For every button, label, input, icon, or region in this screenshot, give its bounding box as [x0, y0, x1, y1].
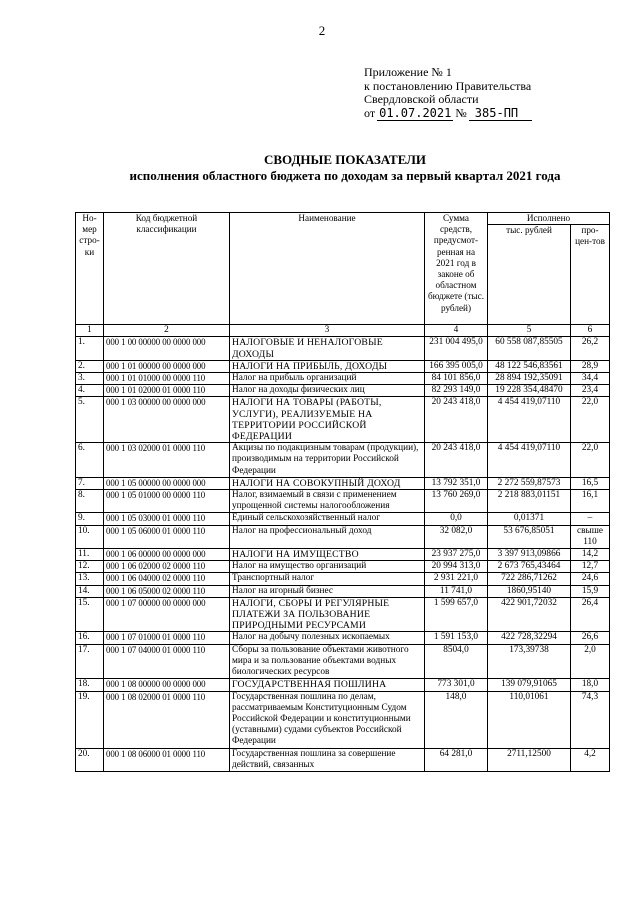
table-row: [76, 360, 610, 372]
header-code: Код бюджетной классификации: [104, 213, 230, 325]
row-number: 12.: [76, 561, 104, 573]
executed-rub: 2 673 765,43464: [488, 561, 571, 573]
table-row: [76, 443, 610, 478]
revenue-name: Налог на игорный бизнес: [230, 585, 425, 597]
executed-percent: 16,1: [571, 490, 610, 513]
executed-rub: 2 272 559,87573: [488, 477, 571, 489]
page-number: 2: [318, 23, 326, 38]
decree-line: [364, 107, 604, 122]
planned-sum: 2 931 221,0: [425, 573, 488, 585]
budget-code: 000 1 08 00000 00 0000 000: [104, 679, 230, 691]
column-number-row: [76, 325, 610, 337]
table-row: [76, 561, 610, 573]
table-row: [76, 397, 610, 443]
executed-rub: 53 676,85051: [488, 525, 571, 548]
executed-rub: 110,01061: [488, 691, 571, 748]
planned-sum: 773 301,0: [425, 679, 488, 691]
row-number: 16.: [76, 632, 104, 644]
table-row: [76, 679, 610, 691]
revenue-name: Государственная пошлина по делам, рассматриваемым Конституционным Судом Российской Федерации и конституционными (уставными) судами субъектов Российской Федерации: [230, 691, 425, 748]
planned-sum: 1 591 153,0: [425, 632, 488, 644]
planned-sum: 166 395 005,0: [425, 360, 488, 372]
executed-percent: свыше 110: [571, 525, 610, 548]
table-row: [76, 513, 610, 525]
executed-percent: 2,0: [571, 644, 610, 679]
column-number: 3: [230, 325, 425, 337]
header-pct: про-цен-тов: [571, 225, 610, 325]
planned-sum: 20 243 418,0: [425, 443, 488, 478]
table-row: [76, 549, 610, 561]
budget-code: 000 1 03 02000 01 0000 110: [104, 443, 230, 478]
header-num: Но-мер стро-ки: [76, 213, 104, 325]
executed-rub: 4 454 419,07110: [488, 397, 571, 443]
row-number: 18.: [76, 679, 104, 691]
planned-sum: 231 004 495,0: [425, 337, 488, 360]
budget-code: 000 1 08 02000 01 0000 110: [104, 691, 230, 748]
revenue-name: НАЛОГИ НА ТОВАРЫ (РАБОТЫ, УСЛУГИ), РЕАЛИЗУЕМЫЕ НА ТЕРРИТОРИИ РОССИЙСКОЙ ФЕДЕРАЦИИ: [230, 397, 425, 443]
executed-percent: 18,0: [571, 679, 610, 691]
executed-rub: 1860,95140: [488, 585, 571, 597]
row-number: 13.: [76, 573, 104, 585]
column-number: 1: [76, 325, 104, 337]
budget-code: 000 1 01 00000 00 0000 000: [104, 360, 230, 372]
executed-percent: 26,4: [571, 597, 610, 632]
budget-code: 000 1 06 04000 02 0000 110: [104, 573, 230, 585]
revenue-name: НАЛОГОВЫЕ И НЕНАЛОГОВЫЕ ДОХОДЫ: [230, 337, 425, 360]
executed-percent: 23,4: [571, 385, 610, 397]
header-rub: тыс. рублей: [488, 225, 571, 325]
budget-code: 000 1 01 02000 01 0000 110: [104, 385, 230, 397]
budget-code: 000 1 05 01000 00 0000 110: [104, 490, 230, 513]
executed-percent: 22,0: [571, 443, 610, 478]
column-number: 2: [104, 325, 230, 337]
revenue-name: НАЛОГИ, СБОРЫ И РЕГУЛЯРНЫЕ ПЛАТЕЖИ ЗА ПОЛЬЗОВАНИЕ ПРИРОДНЫМИ РЕСУРСАМИ: [230, 597, 425, 632]
revenue-name: Налог на прибыль организаций: [230, 373, 425, 385]
table-row: [76, 477, 610, 489]
executed-percent: 12,7: [571, 561, 610, 573]
executed-percent: –: [571, 513, 610, 525]
table-row: [76, 644, 610, 679]
revenue-name: НАЛОГИ НА СОВОКУПНЫЙ ДОХОД: [230, 477, 425, 489]
row-number: 17.: [76, 644, 104, 679]
row-number: 10.: [76, 525, 104, 548]
executed-rub: 28 894 192,35091: [488, 373, 571, 385]
planned-sum: 13 760 269,0: [425, 490, 488, 513]
revenue-name: Налог, взимаемый в связи с применением упрощенной системы налогообложения: [230, 490, 425, 513]
executed-percent: 16,5: [571, 477, 610, 489]
budget-code: 000 1 03 00000 00 0000 000: [104, 397, 230, 443]
row-number: 15.: [76, 597, 104, 632]
row-number: 9.: [76, 513, 104, 525]
table-row: [76, 691, 610, 748]
revenue-name: Налог на доходы физических лиц: [230, 385, 425, 397]
budget-code: 000 1 00 00000 00 0000 000: [104, 337, 230, 360]
revenue-name: НАЛОГИ НА ПРИБЫЛЬ, ДОХОДЫ: [230, 360, 425, 372]
title-line-1: СВОДНЫЕ ПОКАЗАТЕЛИ: [263, 152, 427, 167]
planned-sum: 1 599 657,0: [425, 597, 488, 632]
table-body: [76, 337, 610, 772]
appendix-block: [364, 66, 604, 121]
row-number: 2.: [76, 360, 104, 372]
revenue-name: Единый сельскохозяйственный налог: [230, 513, 425, 525]
revenue-name: Налог на профессиональный доход: [230, 525, 425, 548]
executed-rub: 19 228 354,48470: [488, 385, 571, 397]
table-row: [76, 525, 610, 548]
planned-sum: 64 281,0: [425, 748, 488, 771]
title-line-2: исполнения областного бюджета по доходам за первый квартал 2021 года: [129, 168, 561, 183]
planned-sum: 84 101 856,0: [425, 373, 488, 385]
document-title: [60, 152, 630, 184]
budget-code: 000 1 05 03000 01 0000 110: [104, 513, 230, 525]
planned-sum: 20 994 313,0: [425, 561, 488, 573]
table-row: [76, 573, 610, 585]
column-number: 6: [571, 325, 610, 337]
executed-rub: 3 397 913,09866: [488, 549, 571, 561]
executed-percent: 14,2: [571, 549, 610, 561]
executed-percent: 22,0: [571, 397, 610, 443]
executed-rub: 4 454 419,07110: [488, 443, 571, 478]
revenue-name: Налог на имущество организаций: [230, 561, 425, 573]
executed-rub: 2711,12500: [488, 748, 571, 771]
planned-sum: 148,0: [425, 691, 488, 748]
table-row: [76, 337, 610, 360]
executed-rub: 722 286,71262: [488, 573, 571, 585]
planned-sum: 32 082,0: [425, 525, 488, 548]
column-number: 5: [488, 325, 571, 337]
planned-sum: 13 792 351,0: [425, 477, 488, 489]
executed-percent: 74,3: [571, 691, 610, 748]
budget-code: 000 1 05 06000 01 0000 110: [104, 525, 230, 548]
table-row: [76, 632, 610, 644]
row-number: 20.: [76, 748, 104, 771]
appendix-line-2: к постановлению Правительства: [364, 78, 532, 93]
revenue-table: [75, 212, 610, 772]
row-number: 3.: [76, 373, 104, 385]
column-number: 4: [425, 325, 488, 337]
row-number: 5.: [76, 397, 104, 443]
decree-date: 01.07.2021: [379, 105, 452, 120]
planned-sum: 20 243 418,0: [425, 397, 488, 443]
appendix-line-3: Свердловской области: [364, 92, 479, 106]
executed-rub: 0,01371: [488, 513, 571, 525]
table-row: [76, 597, 610, 632]
revenue-name: Налог на добычу полезных ископаемых: [230, 632, 425, 644]
header-executed: Исполнено: [488, 213, 610, 225]
executed-rub: 60 558 087,85505: [488, 337, 571, 360]
table-row: [76, 385, 610, 397]
table-row: [76, 748, 610, 771]
executed-percent: 28,9: [571, 360, 610, 372]
revenue-name: Транспортный налог: [230, 573, 425, 585]
planned-sum: 0,0: [425, 513, 488, 525]
executed-percent: 26,6: [571, 632, 610, 644]
executed-percent: 15,9: [571, 585, 610, 597]
row-number: 8.: [76, 490, 104, 513]
row-number: 19.: [76, 691, 104, 748]
revenue-name: НАЛОГИ НА ИМУЩЕСТВО: [230, 549, 425, 561]
row-number: 6.: [76, 443, 104, 478]
executed-percent: 34,4: [571, 373, 610, 385]
decree-number: 385-ПП: [469, 107, 532, 122]
budget-code: 000 1 06 05000 02 0000 110: [104, 585, 230, 597]
budget-code: 000 1 07 01000 01 0000 110: [104, 632, 230, 644]
revenue-name: ГОСУДАРСТВЕННАЯ ПОШЛИНА: [230, 679, 425, 691]
executed-percent: 24,6: [571, 573, 610, 585]
planned-sum: 23 937 275,0: [425, 549, 488, 561]
budget-code: 000 1 07 00000 00 0000 000: [104, 597, 230, 632]
budget-code: 000 1 08 06000 01 0000 110: [104, 748, 230, 771]
executed-percent: 4,2: [571, 748, 610, 771]
table-row: [76, 585, 610, 597]
executed-rub: 422 728,32294: [488, 632, 571, 644]
revenue-name: Акцизы по подакцизным товарам (продукции), производимым на территории Российской Федерации: [230, 443, 425, 478]
row-number: 1.: [76, 337, 104, 360]
row-number: 14.: [76, 585, 104, 597]
executed-percent: 26,2: [571, 337, 610, 360]
number-prefix: №: [455, 105, 467, 120]
budget-code: 000 1 06 00000 00 0000 000: [104, 549, 230, 561]
executed-rub: 2 218 883,01151: [488, 490, 571, 513]
header-sum: Сумма средств, предусмот-ренная на 2021 год в законе об областном бюджете (тыс. рублей): [425, 213, 488, 325]
row-number: 11.: [76, 549, 104, 561]
date-prefix: от: [364, 105, 376, 120]
executed-rub: 173,39738: [488, 644, 571, 679]
revenue-name: Государственная пошлина за совершение действий, связанных: [230, 748, 425, 771]
executed-rub: 422 901,72032: [488, 597, 571, 632]
table-row: [76, 490, 610, 513]
planned-sum: 82 293 149,0: [425, 385, 488, 397]
revenue-name: Сборы за пользование объектами животного мира и за пользование объектами водных биологических ресурсов: [230, 644, 425, 679]
header-name: Наименование: [230, 213, 425, 325]
appendix-line-1: Приложение № 1: [364, 65, 452, 79]
budget-code: 000 1 06 02000 02 0000 110: [104, 561, 230, 573]
table-row: [76, 373, 610, 385]
planned-sum: 11 741,0: [425, 585, 488, 597]
executed-rub: 139 079,91065: [488, 679, 571, 691]
budget-code: 000 1 05 00000 00 0000 000: [104, 477, 230, 489]
executed-rub: 48 122 546,83561: [488, 360, 571, 372]
planned-sum: 8504,0: [425, 644, 488, 679]
row-number: 7.: [76, 477, 104, 489]
budget-code: 000 1 07 04000 01 0000 110: [104, 644, 230, 679]
row-number: 4.: [76, 385, 104, 397]
budget-code: 000 1 01 01000 00 0000 110: [104, 373, 230, 385]
